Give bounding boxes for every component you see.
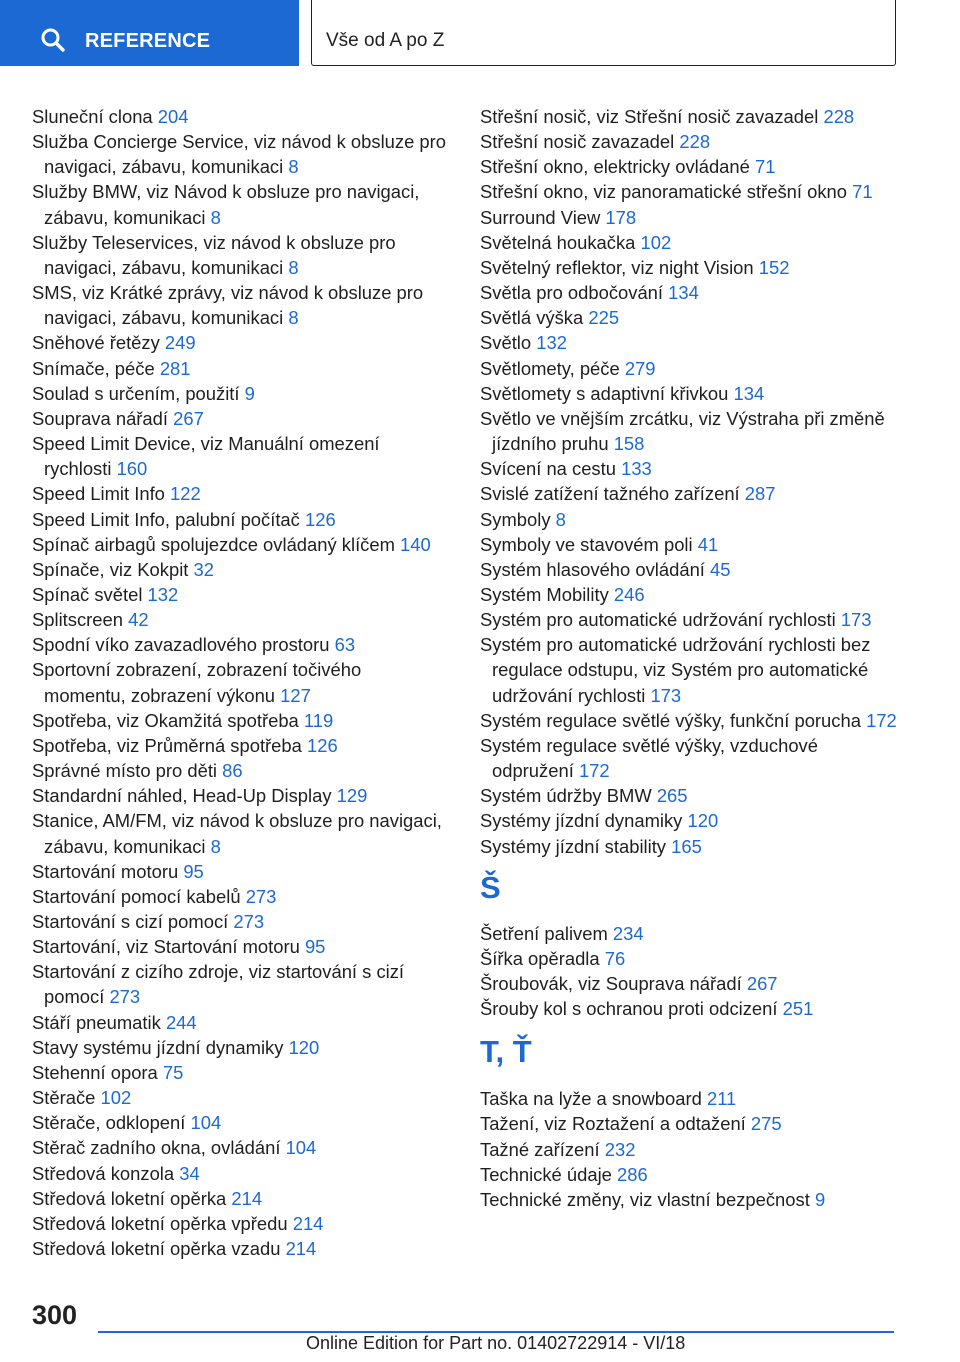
- page-link[interactable]: 71: [755, 156, 776, 178]
- index-entry: [32, 1085, 448, 1110]
- index-entry-text: Šroubovák, viz Souprava nářadí: [480, 973, 742, 994]
- page-link[interactable]: 134: [733, 382, 765, 404]
- index-column-left: [32, 104, 448, 1261]
- page-link[interactable]: 132: [147, 583, 179, 605]
- page-link[interactable]: 134: [668, 282, 699, 304]
- index-entry: [32, 431, 448, 481]
- index-entry: [32, 179, 448, 229]
- index-entry-text: Taška na lyže a snowboard: [480, 1088, 702, 1110]
- index-entry-text: Sněhové řetězy: [32, 332, 160, 354]
- index-entry: [32, 733, 448, 758]
- page-link[interactable]: 287: [744, 483, 776, 505]
- index-entry: [32, 657, 448, 707]
- index-entry: [32, 129, 448, 179]
- page-link[interactable]: 86: [222, 760, 243, 782]
- index-entry-text: Služba Concierge Service, viz návod k obsluze pro navigaci, zábavu, komunikaci: [32, 131, 447, 178]
- page-link[interactable]: 265: [656, 785, 688, 807]
- index-entry: [480, 330, 900, 355]
- page-link[interactable]: 249: [164, 332, 196, 354]
- index-entry-text: Šrouby kol s ochranou proti odcizení: [480, 998, 778, 1020]
- index-entry-text: Sportovní zobrazení, zobrazení točivého momentu, zobrazení výkonu: [32, 659, 362, 706]
- index-entry-text: Systém údržby BMW: [480, 785, 652, 807]
- index-entry: [32, 582, 448, 607]
- index-entry-text: Stehenní opora: [32, 1061, 158, 1083]
- search-icon: [40, 27, 66, 53]
- index-entry: [480, 607, 900, 632]
- page-link[interactable]: 211: [706, 1088, 737, 1110]
- index-entry-text: Světelný reflektor, viz night Vision: [480, 256, 754, 278]
- index-entry-text: Startování z cizího zdroje, viz startování s cizí pomocí: [32, 961, 405, 1008]
- index-entry: [480, 205, 900, 230]
- index-entry-text: Startování motoru: [32, 860, 179, 882]
- page-link[interactable]: 173: [650, 684, 682, 706]
- index-entry-text: Světlomety, péče: [480, 357, 620, 379]
- page-link[interactable]: 122: [170, 483, 201, 505]
- page-link[interactable]: 279: [624, 357, 656, 379]
- index-entry-text: SMS, viz Krátké zprávy, viz návod k obsluze pro navigaci, zábavu, komunikaci: [32, 282, 424, 329]
- index-entry-text: Stavy systému jízdní dynamiky: [32, 1036, 284, 1058]
- index-entry-text: Světlo: [480, 332, 532, 354]
- index-entry: [480, 255, 900, 280]
- index-entry-text: Sluneční clona: [32, 106, 153, 127]
- page-link[interactable]: 273: [245, 885, 277, 907]
- index-entry: [32, 532, 448, 557]
- index-entry: [480, 582, 900, 607]
- index-entry-text: Světla pro odbočování: [480, 282, 664, 304]
- page-link[interactable]: 273: [109, 986, 141, 1008]
- index-entry: [480, 481, 900, 506]
- index-entry-text: Světlo ve vnějším zrcátku, viz Výstraha při změně jízdního pruhu: [480, 407, 885, 455]
- index-entry: [480, 783, 900, 808]
- index-entry: [32, 557, 448, 582]
- index-entry-text: Soulad s určením, použití: [32, 382, 240, 404]
- index-entry: [32, 1236, 448, 1261]
- page-link[interactable]: 228: [823, 106, 855, 127]
- index-entry: [32, 104, 448, 129]
- index-section-sh: [480, 921, 900, 1022]
- index-entry-text: Startování pomocí kabelů: [32, 885, 241, 907]
- page-link[interactable]: 267: [173, 407, 204, 429]
- index-entry-text: Systémy jízdní dynamiky: [480, 810, 683, 832]
- index-entry-text: Symboly ve stavovém poli: [480, 533, 693, 555]
- reference-tab-label: REFERENCE: [85, 30, 211, 52]
- index-entry-text: Surround View: [480, 206, 601, 228]
- index-entry-text: Startování, viz Startování motoru: [32, 936, 300, 958]
- index-entry: [32, 959, 448, 1009]
- az-tab-label: Vše od A po Z: [326, 30, 445, 51]
- index-entry-text: Středová loketní opěrka: [32, 1187, 227, 1209]
- page-link[interactable]: 244: [165, 1011, 197, 1033]
- page-link[interactable]: 32: [193, 558, 214, 580]
- index-entry-text: Standardní náhled, Head-Up Display: [32, 785, 332, 807]
- page-link[interactable]: 8: [555, 508, 566, 530]
- page-link[interactable]: 75: [162, 1061, 184, 1083]
- page-link[interactable]: 173: [840, 609, 872, 631]
- index-entry: [32, 381, 448, 406]
- index-entry: [480, 808, 900, 833]
- page-number: 300: [32, 1300, 78, 1330]
- page-link[interactable]: 8: [288, 307, 299, 329]
- index-entry: [32, 632, 448, 657]
- index-entry: [480, 996, 900, 1021]
- index-column-right: [480, 104, 900, 1212]
- index-entry-text: Světlá výška: [480, 307, 584, 329]
- page-link[interactable]: 140: [400, 533, 431, 555]
- index-entry: [480, 1086, 900, 1111]
- index-entry: [32, 708, 448, 733]
- index-entry: [32, 507, 448, 532]
- index-entry-text: Speed Limit Device, viz Manuální omezení rychlosti: [32, 433, 380, 480]
- index-entry: [32, 1060, 448, 1085]
- index-entry-text: Střešní okno, viz panoramatické střešní okno: [480, 181, 847, 203]
- page-link[interactable]: 119: [303, 709, 334, 731]
- index-entry: [480, 305, 900, 330]
- page-link[interactable]: 158: [613, 433, 645, 455]
- reference-tab[interactable]: [0, 0, 299, 66]
- index-entry: [480, 1137, 900, 1162]
- index-entry-text: Spínače, viz Kokpit: [32, 558, 189, 580]
- index-entry: [480, 456, 900, 481]
- index-entry: [480, 280, 900, 305]
- index-entry-text: Spínač světel: [32, 583, 143, 605]
- index-entry-text: Středová konzola: [32, 1162, 175, 1184]
- page-link[interactable]: 214: [292, 1212, 324, 1234]
- page-link[interactable]: 71: [852, 181, 873, 203]
- index-entry: [480, 1111, 900, 1136]
- page-link[interactable]: 120: [288, 1036, 320, 1058]
- index-entry: [32, 1035, 448, 1060]
- index-entry: [32, 1161, 448, 1186]
- index-entry-text: Systém regulace světlé výšky, funkční porucha: [480, 709, 861, 731]
- page-link[interactable]: 102: [100, 1087, 132, 1109]
- page-link[interactable]: 8: [210, 835, 221, 857]
- index-entry: [480, 356, 900, 381]
- az-tab[interactable]: [311, 0, 896, 66]
- index-entry: [480, 733, 900, 783]
- index-entry: [32, 1211, 448, 1236]
- page-link[interactable]: 133: [621, 458, 652, 480]
- index-entry: [480, 532, 900, 557]
- index-entry-text: Stěrače: [32, 1087, 96, 1109]
- page-link[interactable]: 225: [588, 307, 620, 329]
- index-entry: [32, 1186, 448, 1211]
- page-link[interactable]: 42: [128, 609, 149, 631]
- index-entry-text: Systém regulace světlé výšky, vzduchové odpružení: [480, 734, 818, 782]
- index-entry: [32, 230, 448, 280]
- page-link[interactable]: 246: [613, 583, 645, 605]
- index-entry: [32, 808, 448, 858]
- page-link[interactable]: 251: [782, 998, 814, 1020]
- index-entry: [32, 1135, 448, 1160]
- page-link[interactable]: 129: [336, 785, 368, 807]
- index-entry-text: Speed Limit Info: [32, 483, 165, 505]
- index-entry: [480, 230, 900, 255]
- page-link[interactable]: 126: [304, 508, 336, 530]
- index-entry-text: Svícení na cestu: [480, 458, 616, 480]
- index-entry: [32, 1110, 448, 1135]
- page-link[interactable]: 232: [604, 1138, 636, 1160]
- section-letter-t: T, Ť: [480, 1034, 532, 1070]
- index-entry: [480, 179, 900, 204]
- index-entry-text: Šířka opěradla: [480, 947, 600, 969]
- index-entry-text: Snímače, péče: [32, 357, 155, 379]
- index-entry-text: Symboly: [480, 508, 551, 530]
- page-link[interactable]: 76: [604, 947, 626, 969]
- index-entry-text: Technické změny, viz vlastní bezpečnost: [480, 1188, 810, 1210]
- index-entry-text: Tažné zařízení: [480, 1138, 600, 1160]
- index-entry: [480, 406, 900, 456]
- index-entry-text: Středová loketní opěrka vpředu: [32, 1212, 288, 1234]
- index-entry-text: Systém pro automatické udržování rychlosti bez regulace odstupu, viz Systém pro automatické udržování rychlosti: [480, 634, 871, 706]
- index-entry-text: Služby Teleservices, viz návod k obsluze pro navigaci, zábavu, komunikaci: [32, 231, 396, 278]
- index-entry: [32, 330, 448, 355]
- page-link[interactable]: 102: [640, 231, 672, 253]
- index-entry-text: Systém Mobility: [480, 583, 609, 605]
- edition-text: Online Edition for Part no. 01402722914 - VI/18: [306, 1333, 686, 1353]
- index-entry-text: Stěrače, odklopení: [32, 1112, 186, 1134]
- index-entry-text: Služby BMW, viz Návod k obsluze pro navigaci, zábavu, komunikaci: [32, 181, 420, 228]
- section-letter-sh: Š: [480, 869, 501, 905]
- index-entry: [480, 632, 900, 707]
- index-entry: [32, 934, 448, 959]
- page-link[interactable]: 132: [536, 332, 567, 354]
- page-link[interactable]: 214: [285, 1238, 317, 1260]
- index-entry-text: Střešní okno, elektricky ovládané: [480, 156, 750, 178]
- page-link[interactable]: 126: [307, 734, 338, 756]
- page-link[interactable]: 152: [758, 256, 790, 278]
- index-entry: [480, 1187, 900, 1212]
- index-entry-text: Systém hlasového ovládání: [480, 558, 705, 580]
- index-entry: [32, 481, 448, 506]
- index-entry-text: Systém pro automatické udržování rychlosti: [480, 609, 836, 631]
- index-entry-text: Speed Limit Info, palubní počítač: [32, 508, 300, 530]
- index-entry-text: Spotřeba, viz Průměrná spotřeba: [32, 734, 302, 756]
- page-link[interactable]: 8: [210, 206, 221, 228]
- index-entry: [32, 406, 448, 431]
- index-entry: [480, 129, 900, 154]
- page-link[interactable]: 234: [612, 922, 644, 944]
- page-link[interactable]: 178: [605, 206, 637, 228]
- page-link[interactable]: 228: [679, 131, 711, 153]
- index-entry-text: Tažení, viz Roztažení a odtažení: [480, 1113, 746, 1135]
- page-link[interactable]: 104: [285, 1137, 317, 1159]
- page-link[interactable]: 127: [280, 684, 311, 706]
- index-entry-text: Stanice, AM/FM, viz návod k obsluze pro navigaci, zábavu, komunikaci: [32, 810, 442, 857]
- page-link[interactable]: 275: [750, 1113, 782, 1135]
- index-entry: [480, 834, 900, 859]
- index-entry: [32, 859, 448, 884]
- page-link[interactable]: 41: [697, 533, 719, 555]
- page-link[interactable]: 172: [866, 709, 897, 731]
- page-link[interactable]: 95: [304, 936, 326, 958]
- index-entry-text: Stáří pneumatik: [32, 1011, 161, 1033]
- index-entry-text: Střešní nosič zavazadel: [480, 131, 675, 153]
- index-entry-text: Technické údaje: [480, 1163, 612, 1185]
- index-entry: [480, 104, 900, 129]
- index-entry: [32, 1010, 448, 1035]
- index-entry: [480, 921, 900, 946]
- index-entry: [32, 280, 448, 330]
- page-link[interactable]: 214: [231, 1187, 263, 1209]
- index-entry: [480, 557, 900, 582]
- page-link[interactable]: 104: [190, 1112, 222, 1134]
- page-link[interactable]: 95: [183, 860, 204, 882]
- page-link[interactable]: 34: [179, 1162, 200, 1184]
- page-link[interactable]: 172: [578, 760, 610, 782]
- index-entry: [480, 154, 900, 179]
- page-link[interactable]: 8: [288, 256, 299, 278]
- index-entry-text: Spotřeba, viz Okamžitá spotřeba: [32, 709, 299, 731]
- index-section-t: [480, 1086, 900, 1212]
- page-link[interactable]: 273: [233, 911, 265, 932]
- index-entry-text: Světelná houkačka: [480, 231, 636, 253]
- index-entry-text: Středová loketní opěrka vzadu: [32, 1238, 281, 1260]
- page-link[interactable]: 281: [159, 357, 191, 379]
- page-link[interactable]: 204: [157, 106, 189, 127]
- index-entry-text: Systémy jízdní stability: [480, 835, 667, 857]
- page-link[interactable]: 120: [687, 810, 719, 832]
- page-link[interactable]: 9: [814, 1188, 826, 1210]
- index-entry-text: Šetření palivem: [480, 922, 608, 944]
- index-entry-text: Souprava nářadí: [32, 407, 168, 429]
- index-entry: [480, 971, 900, 996]
- index-entry: [480, 507, 900, 532]
- index-entry: [32, 758, 448, 783]
- index-entry-text: Střešní nosič, viz Střešní nosič zavazadel: [480, 106, 819, 127]
- index-entry: [480, 946, 900, 971]
- index-entry-text: Splitscreen: [32, 609, 123, 631]
- page-link[interactable]: 8: [288, 156, 299, 178]
- index-entry: [32, 356, 448, 381]
- page-link[interactable]: 45: [710, 558, 731, 580]
- index-entry: [32, 884, 448, 909]
- index-entry-text: Stěrač zadního okna, ovládání: [32, 1137, 281, 1159]
- index-entry-text: Světlomety s adaptivní křivkou: [480, 382, 729, 404]
- page-link[interactable]: 160: [116, 458, 148, 480]
- page-link[interactable]: 165: [671, 835, 702, 857]
- index-entry-text: Spodní víko zavazadlového prostoru: [32, 634, 330, 656]
- page-link[interactable]: 9: [244, 382, 255, 404]
- index-entry: [480, 708, 900, 733]
- page-link[interactable]: 63: [334, 634, 356, 656]
- index-section-s: [480, 104, 900, 859]
- index-entry: [480, 381, 900, 406]
- index-entry: [32, 909, 448, 934]
- index-entry: [32, 783, 448, 808]
- index-entry: [32, 607, 448, 632]
- index-entry: [480, 1162, 900, 1187]
- index-entry-text: Svislé zatížení tažného zařízení: [480, 483, 740, 505]
- index-entry-text: Spínač airbagů spolujezdce ovládaný klíčem: [32, 533, 395, 555]
- index-entry-text: Správné místo pro děti: [32, 760, 218, 782]
- index-entry-text: Startování s cizí pomocí: [32, 911, 229, 932]
- page-link[interactable]: 267: [746, 973, 778, 994]
- page-link[interactable]: 286: [617, 1163, 648, 1185]
